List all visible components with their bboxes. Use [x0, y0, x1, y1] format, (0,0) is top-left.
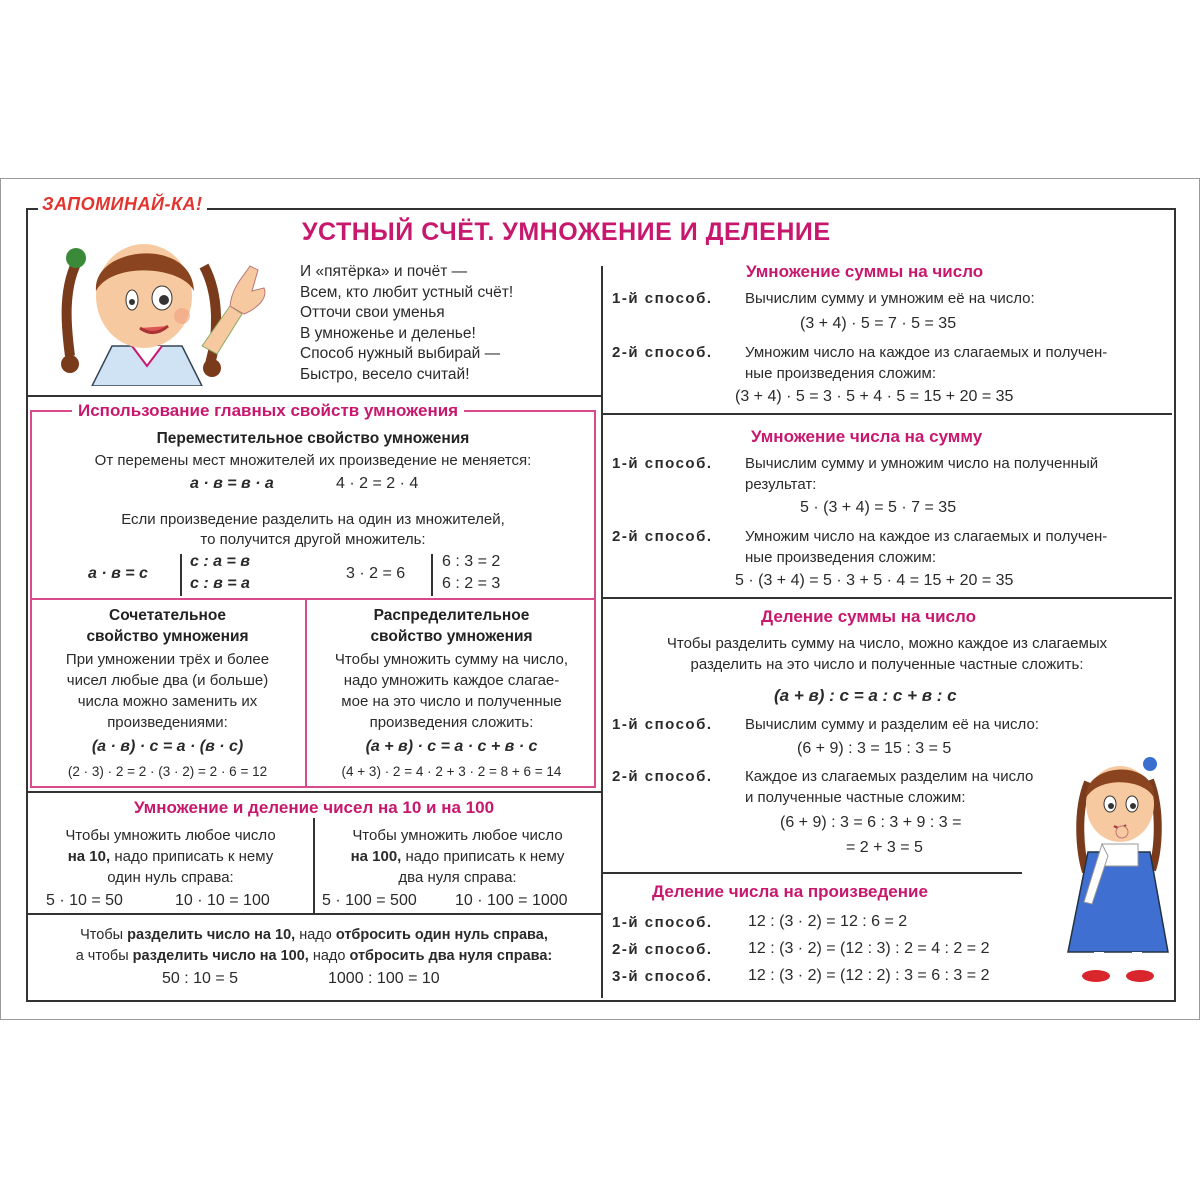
way-text: Умножим число на каждое из слагаемых и получен-	[745, 344, 1108, 361]
division-formula: а · в = с	[88, 565, 148, 582]
division-rule	[26, 946, 602, 967]
poem-line: Быстро, весело считай!	[300, 365, 470, 383]
poem-line: Отточи свои уменья	[300, 304, 445, 322]
way-text: Вычислим сумму и разделим её на число:	[745, 716, 1039, 733]
division-rule-part: Чтобы	[80, 927, 128, 943]
distributive-text: произведения сложить:	[369, 714, 534, 731]
main-divider	[601, 266, 603, 998]
way-label: 2-й способ.	[612, 941, 713, 958]
number-times-sum-heading: Умножение числа на сумму	[745, 427, 988, 447]
bracket-line	[180, 554, 182, 596]
way-example: 12 : (3 · 2) = (12 : 2) : 3 = 6 : 3 = 2	[748, 967, 990, 984]
girl-thinking-illustration	[1058, 752, 1178, 990]
tens-right-example: 5 · 100 = 500	[322, 892, 417, 909]
distributive-text: надо умножить каждое слагае-	[343, 672, 560, 689]
poem-line: В умноженье и деленье!	[300, 324, 476, 342]
division-rule-part: надо	[308, 948, 350, 964]
way-example: (6 + 9) : 3 = 15 : 3 = 5	[797, 740, 952, 757]
associative-example: (2 · 3) · 2 = 2 · (3 · 2) = 2 · 6 = 12	[67, 764, 268, 779]
distributive-title: свойство умножения	[370, 628, 533, 645]
division-formula: с : в = а	[190, 575, 250, 592]
way-text: Вычислим сумму и умножим её на число:	[745, 290, 1035, 307]
poem-line: Способ нужный выбирай —	[300, 345, 501, 363]
way-example: 5 · (3 + 4) = 5 · 3 + 5 · 4 = 15 + 20 = 35	[735, 572, 1014, 589]
tens-right-text: Чтобы умножить любое число	[352, 827, 563, 844]
way-label: 1-й способ.	[612, 455, 713, 472]
bracket-line	[431, 554, 433, 596]
associative-text: числа можно заменить их	[77, 693, 258, 710]
division-example: 6 : 2 = 3	[442, 575, 501, 592]
girl-pointing-illustration	[52, 236, 272, 386]
tens-left-rest: надо приписать к нему	[110, 848, 274, 865]
way-text: ные произведения сложим:	[745, 365, 936, 382]
division-formula: с : а = в	[190, 553, 250, 570]
commutative-formula: а · в = в · а	[190, 475, 274, 492]
tens-left-text: Чтобы умножить любое число	[65, 827, 276, 844]
division-rule	[26, 925, 602, 946]
way-label: 1-й способ.	[612, 290, 713, 307]
way-label: 2-й способ.	[612, 344, 713, 361]
associative-text: чисел любые два (и больше)	[66, 672, 269, 689]
tens-heading: Умножение и деление чисел на 10 и на 100	[133, 798, 495, 817]
tens-left-example: 10 · 10 = 100	[175, 892, 270, 909]
way-example: 12 : (3 · 2) = 12 : 6 = 2	[748, 913, 908, 930]
distributive-text: Чтобы умножить сумму на число,	[334, 651, 569, 668]
way-example: 12 : (3 · 2) = (12 : 3) : 2 = 4 : 2 = 2	[748, 940, 990, 957]
division-example: 50 : 10 = 5	[162, 970, 239, 987]
division-rule-part: отбросить два нуля справа:	[349, 948, 553, 964]
divider	[602, 872, 1022, 874]
tens-left-bold: на 10,	[67, 848, 111, 865]
tens-right-bold: на 100,	[350, 848, 402, 865]
number-divided-product-heading: Деление числа на произведение	[646, 882, 934, 902]
poem-line: И «пятёрка» и почёт —	[300, 263, 468, 280]
page-title: УСТНЫЙ СЧЁТ. УМНОЖЕНИЕ И ДЕЛЕНИЕ	[302, 218, 831, 246]
tens-right-example: 10 · 100 = 1000	[455, 892, 568, 909]
way-example: (6 + 9) : 3 = 6 : 3 + 9 : 3 =	[780, 814, 962, 831]
divider	[26, 395, 602, 397]
way-label: 3-й способ.	[612, 968, 713, 985]
sum-divided-text: Чтобы разделить сумму на число, можно каждое из слагаемых	[666, 635, 1108, 652]
tens-left-text	[28, 847, 313, 868]
way-label: 1-й способ.	[612, 716, 713, 733]
way-example: (3 + 4) · 5 = 7 · 5 = 35	[800, 315, 957, 332]
poem-line: Всем, кто любит устный счёт!	[300, 283, 514, 301]
tens-right-text	[315, 847, 600, 868]
commutative-text2: Если произведение разделить на один из множителей,	[121, 511, 505, 528]
division-rule-part: надо	[295, 927, 336, 943]
way-example: 5 · (3 + 4) = 5 · 7 = 35	[800, 499, 957, 516]
way-text: Каждое из слагаемых разделим на число	[745, 768, 1034, 785]
division-example: 6 : 3 = 2	[442, 553, 501, 570]
tens-right-text: два нуля справа:	[398, 869, 517, 886]
badge: ЗАПОМИНАЙ-КА!	[38, 194, 207, 215]
tens-left-example: 5 · 10 = 50	[46, 892, 123, 909]
way-text: Умножим число на каждое из слагаемых и получен-	[745, 528, 1108, 545]
division-rule-part: разделить число на 10,	[127, 927, 296, 943]
commutative-title: Переместительное свойство умножения	[156, 430, 470, 447]
sum-divided-heading: Деление суммы на число	[755, 607, 982, 627]
properties-heading: Использование главных свойств умножения	[72, 401, 464, 421]
divider	[26, 791, 602, 793]
distributive-example: (4 + 3) · 2 = 4 · 2 + 3 · 2 = 8 + 6 = 14	[341, 764, 562, 779]
sum-divided-formula: (а + в) : с = а : с + в : с	[774, 686, 957, 705]
division-rule-part: а чтобы	[75, 948, 133, 964]
associative-title: Сочетательное	[109, 607, 226, 624]
commutative-example: 4 · 2 = 2 · 4	[336, 475, 419, 492]
associative-text: произведениями:	[107, 714, 228, 731]
distributive-title: Распределительное	[373, 607, 530, 624]
associative-text: При умножении трёх и более	[65, 651, 270, 668]
division-example: 3 · 2 = 6	[346, 565, 406, 582]
associative-formula: (а · в) · с = а · (в · с)	[91, 738, 244, 755]
commutative-text: От перемены мест множителей их произведение не меняется:	[94, 452, 532, 469]
distributive-text: мое на это число и полученные	[341, 693, 562, 710]
tens-right-rest: надо приписать к нему	[401, 848, 565, 865]
division-example: 1000 : 100 = 10	[328, 970, 440, 987]
sum-times-number-heading: Умножение суммы на число	[740, 262, 989, 282]
division-rule-part: разделить число на 100,	[132, 948, 309, 964]
way-text: ные произведения сложим:	[745, 549, 936, 566]
poem	[300, 262, 513, 386]
division-rule-part: отбросить один нуль справа,	[335, 927, 548, 943]
divider	[30, 598, 596, 600]
distributive-formula: (а + в) · с = а · с + в · с	[365, 738, 538, 755]
way-label: 1-й способ.	[612, 914, 713, 931]
sum-divided-text: разделить на это число и полученные частные сложить:	[690, 656, 1084, 673]
divider	[26, 913, 602, 915]
tens-left-text: один нуль справа:	[107, 869, 234, 886]
divider	[602, 413, 1172, 415]
way-text: Вычислим сумму и умножим число на полученный	[745, 455, 1099, 472]
way-example: (3 + 4) · 5 = 3 · 5 + 4 · 5 = 15 + 20 = 35	[735, 388, 1014, 405]
associative-title: свойство умножения	[86, 628, 249, 645]
way-text: и полученные частные сложим:	[745, 789, 966, 806]
divider	[602, 597, 1172, 599]
way-label: 2-й способ.	[612, 528, 713, 545]
way-label: 2-й способ.	[612, 768, 713, 785]
commutative-text2: то получится другой множитель:	[200, 531, 426, 548]
way-example: = 2 + 3 = 5	[846, 839, 923, 856]
way-text: результат:	[745, 476, 817, 493]
